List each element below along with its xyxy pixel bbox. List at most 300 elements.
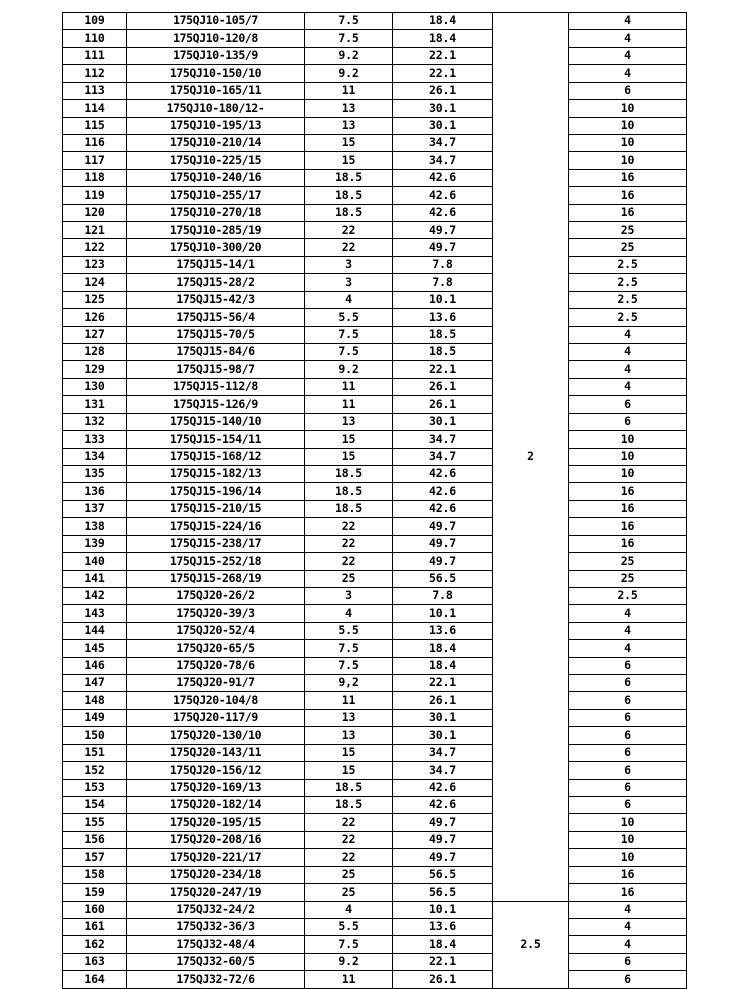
power-cell: 4 xyxy=(305,901,393,918)
row-number-cell: 144 xyxy=(63,622,127,639)
current-cell: 34.7 xyxy=(393,431,493,448)
row-number-cell: 142 xyxy=(63,587,127,604)
current-cell: 30.1 xyxy=(393,709,493,726)
current-cell: 18.4 xyxy=(393,936,493,953)
current-cell: 49.7 xyxy=(393,814,493,831)
row-number-cell: 143 xyxy=(63,605,127,622)
model-cell: 175QJ15-238/17 xyxy=(127,535,305,552)
row-number-cell: 164 xyxy=(63,971,127,988)
cable-size-cell: 16 xyxy=(569,483,687,500)
model-cell: 175QJ20-117/9 xyxy=(127,709,305,726)
current-cell: 18.4 xyxy=(393,657,493,674)
cable-size-cell: 6 xyxy=(569,413,687,430)
pump-spec-table xyxy=(62,12,687,989)
power-cell: 7.5 xyxy=(305,326,393,343)
model-cell: 175QJ20-78/6 xyxy=(127,657,305,674)
power-cell: 15 xyxy=(305,134,393,151)
cable-size-cell: 4 xyxy=(569,918,687,935)
current-cell: 26.1 xyxy=(393,971,493,988)
power-cell: 11 xyxy=(305,378,393,395)
cable-size-cell: 2.5 xyxy=(569,309,687,326)
row-number-cell: 156 xyxy=(63,831,127,848)
model-cell: 175QJ15-140/10 xyxy=(127,413,305,430)
power-cell: 18.5 xyxy=(305,465,393,482)
current-cell: 30.1 xyxy=(393,413,493,430)
power-cell: 22 xyxy=(305,831,393,848)
current-cell: 42.6 xyxy=(393,204,493,221)
cable-size-cell: 25 xyxy=(569,239,687,256)
model-cell: 175QJ15-182/13 xyxy=(127,465,305,482)
current-cell: 18.5 xyxy=(393,326,493,343)
cable-size-cell: 16 xyxy=(569,535,687,552)
power-cell: 22 xyxy=(305,553,393,570)
table-row xyxy=(63,117,687,134)
current-cell: 22.1 xyxy=(393,675,493,692)
power-cell: 7.5 xyxy=(305,344,393,361)
table-row xyxy=(63,309,687,326)
cable-size-cell: 4 xyxy=(569,326,687,343)
row-number-cell: 134 xyxy=(63,448,127,465)
row-number-cell: 130 xyxy=(63,378,127,395)
model-cell: 175QJ20-39/3 xyxy=(127,605,305,622)
current-cell: 49.7 xyxy=(393,239,493,256)
power-cell: 9.2 xyxy=(305,65,393,82)
power-cell: 13 xyxy=(305,117,393,134)
current-cell: 30.1 xyxy=(393,727,493,744)
power-cell: 18.5 xyxy=(305,796,393,813)
row-number-cell: 159 xyxy=(63,884,127,901)
table-row xyxy=(63,378,687,395)
power-cell: 22 xyxy=(305,814,393,831)
row-number-cell: 146 xyxy=(63,657,127,674)
power-cell: 25 xyxy=(305,570,393,587)
current-cell: 49.7 xyxy=(393,222,493,239)
row-number-cell: 112 xyxy=(63,65,127,82)
model-cell: 175QJ32-60/5 xyxy=(127,953,305,970)
cable-size-cell: 6 xyxy=(569,709,687,726)
model-cell: 175QJ15-14/1 xyxy=(127,256,305,273)
model-cell: 175QJ15-56/4 xyxy=(127,309,305,326)
table-row xyxy=(63,483,687,500)
table-row xyxy=(63,169,687,186)
cable-size-cell: 10 xyxy=(569,849,687,866)
row-number-cell: 149 xyxy=(63,709,127,726)
row-number-cell: 111 xyxy=(63,47,127,64)
table-row xyxy=(63,152,687,169)
cable-size-cell: 2.5 xyxy=(569,256,687,273)
cable-size-cell: 10 xyxy=(569,117,687,134)
power-cell: 11 xyxy=(305,82,393,99)
row-number-cell: 151 xyxy=(63,744,127,761)
power-cell: 15 xyxy=(305,431,393,448)
power-cell: 9.2 xyxy=(305,953,393,970)
row-number-cell: 138 xyxy=(63,518,127,535)
model-cell: 175QJ10-240/16 xyxy=(127,169,305,186)
power-cell: 18.5 xyxy=(305,169,393,186)
merged-group-cell: 2 xyxy=(493,13,569,902)
model-cell: 175QJ15-196/14 xyxy=(127,483,305,500)
current-cell: 56.5 xyxy=(393,884,493,901)
table-row xyxy=(63,361,687,378)
model-cell: 175QJ15-268/19 xyxy=(127,570,305,587)
current-cell: 56.5 xyxy=(393,866,493,883)
current-cell: 26.1 xyxy=(393,82,493,99)
current-cell: 49.7 xyxy=(393,849,493,866)
model-cell: 175QJ10-210/14 xyxy=(127,134,305,151)
row-number-cell: 150 xyxy=(63,727,127,744)
row-number-cell: 122 xyxy=(63,239,127,256)
current-cell: 42.6 xyxy=(393,483,493,500)
table-row xyxy=(63,204,687,221)
current-cell: 34.7 xyxy=(393,134,493,151)
row-number-cell: 114 xyxy=(63,100,127,117)
power-cell: 15 xyxy=(305,448,393,465)
row-number-cell: 115 xyxy=(63,117,127,134)
cable-size-cell: 4 xyxy=(569,361,687,378)
row-number-cell: 155 xyxy=(63,814,127,831)
cable-size-cell: 6 xyxy=(569,727,687,744)
row-number-cell: 160 xyxy=(63,901,127,918)
cable-size-cell: 16 xyxy=(569,187,687,204)
cable-size-cell: 10 xyxy=(569,100,687,117)
model-cell: 175QJ10-135/9 xyxy=(127,47,305,64)
cable-size-cell: 4 xyxy=(569,605,687,622)
model-cell: 175QJ20-247/19 xyxy=(127,884,305,901)
cable-size-cell: 6 xyxy=(569,396,687,413)
power-cell: 3 xyxy=(305,587,393,604)
current-cell: 7.8 xyxy=(393,274,493,291)
current-cell: 10.1 xyxy=(393,901,493,918)
row-number-cell: 121 xyxy=(63,222,127,239)
table-row xyxy=(63,640,687,657)
current-cell: 22.1 xyxy=(393,361,493,378)
power-cell: 4 xyxy=(305,605,393,622)
cable-size-cell: 10 xyxy=(569,814,687,831)
cable-size-cell: 6 xyxy=(569,657,687,674)
model-cell: 175QJ20-65/5 xyxy=(127,640,305,657)
cable-size-cell: 4 xyxy=(569,378,687,395)
row-number-cell: 153 xyxy=(63,779,127,796)
cable-size-cell: 16 xyxy=(569,500,687,517)
table-row xyxy=(63,762,687,779)
model-cell: 175QJ15-42/3 xyxy=(127,291,305,308)
row-number-cell: 128 xyxy=(63,344,127,361)
model-cell: 175QJ20-208/16 xyxy=(127,831,305,848)
model-cell: 175QJ15-98/7 xyxy=(127,361,305,378)
model-cell: 175QJ15-168/12 xyxy=(127,448,305,465)
table-row xyxy=(63,518,687,535)
row-number-cell: 152 xyxy=(63,762,127,779)
cable-size-cell: 25 xyxy=(569,570,687,587)
table-row xyxy=(63,779,687,796)
table-row xyxy=(63,431,687,448)
power-cell: 18.5 xyxy=(305,779,393,796)
table-row xyxy=(63,849,687,866)
current-cell: 42.6 xyxy=(393,169,493,186)
model-cell: 175QJ15-84/6 xyxy=(127,344,305,361)
row-number-cell: 141 xyxy=(63,570,127,587)
current-cell: 49.7 xyxy=(393,831,493,848)
cable-size-cell: 4 xyxy=(569,65,687,82)
model-cell: 175QJ20-52/4 xyxy=(127,622,305,639)
current-cell: 49.7 xyxy=(393,553,493,570)
model-cell: 175QJ10-180/12- xyxy=(127,100,305,117)
table-row xyxy=(63,291,687,308)
table-row xyxy=(63,30,687,47)
cable-size-cell: 4 xyxy=(569,30,687,47)
table-row xyxy=(63,100,687,117)
power-cell: 18.5 xyxy=(305,500,393,517)
model-cell: 175QJ15-252/18 xyxy=(127,553,305,570)
table-row xyxy=(63,796,687,813)
model-cell: 175QJ20-221/17 xyxy=(127,849,305,866)
row-number-cell: 125 xyxy=(63,291,127,308)
table-row xyxy=(63,326,687,343)
cable-size-cell: 6 xyxy=(569,762,687,779)
table-row xyxy=(63,884,687,901)
current-cell: 56.5 xyxy=(393,570,493,587)
model-cell: 175QJ20-182/14 xyxy=(127,796,305,813)
power-cell: 22 xyxy=(305,222,393,239)
row-number-cell: 120 xyxy=(63,204,127,221)
model-cell: 175QJ20-104/8 xyxy=(127,692,305,709)
model-cell: 175QJ15-28/2 xyxy=(127,274,305,291)
model-cell: 175QJ10-120/8 xyxy=(127,30,305,47)
row-number-cell: 139 xyxy=(63,535,127,552)
table-row xyxy=(63,274,687,291)
row-number-cell: 154 xyxy=(63,796,127,813)
cable-size-cell: 2.5 xyxy=(569,291,687,308)
cable-size-cell: 4 xyxy=(569,622,687,639)
table-row xyxy=(63,187,687,204)
row-number-cell: 147 xyxy=(63,675,127,692)
table-row xyxy=(63,657,687,674)
cable-size-cell: 4 xyxy=(569,13,687,30)
table-row xyxy=(63,918,687,935)
power-cell: 7.5 xyxy=(305,13,393,30)
model-cell: 175QJ20-169/13 xyxy=(127,779,305,796)
current-cell: 49.7 xyxy=(393,535,493,552)
model-cell: 175QJ20-143/11 xyxy=(127,744,305,761)
current-cell: 42.6 xyxy=(393,187,493,204)
current-cell: 26.1 xyxy=(393,396,493,413)
current-cell: 42.6 xyxy=(393,500,493,517)
table-row xyxy=(63,47,687,64)
model-cell: 175QJ10-255/17 xyxy=(127,187,305,204)
table-row xyxy=(63,866,687,883)
current-cell: 30.1 xyxy=(393,100,493,117)
cable-size-cell: 6 xyxy=(569,953,687,970)
cable-size-cell: 10 xyxy=(569,152,687,169)
power-cell: 15 xyxy=(305,762,393,779)
power-cell: 7.5 xyxy=(305,640,393,657)
power-cell: 22 xyxy=(305,518,393,535)
current-cell: 49.7 xyxy=(393,518,493,535)
power-cell: 18.5 xyxy=(305,187,393,204)
row-number-cell: 127 xyxy=(63,326,127,343)
row-number-cell: 126 xyxy=(63,309,127,326)
cable-size-cell: 16 xyxy=(569,518,687,535)
row-number-cell: 137 xyxy=(63,500,127,517)
table-row xyxy=(63,396,687,413)
power-cell: 13 xyxy=(305,413,393,430)
power-cell: 3 xyxy=(305,256,393,273)
power-cell: 22 xyxy=(305,535,393,552)
table-row xyxy=(63,134,687,151)
table-row xyxy=(63,744,687,761)
power-cell: 13 xyxy=(305,709,393,726)
model-cell: 175QJ32-72/6 xyxy=(127,971,305,988)
row-number-cell: 148 xyxy=(63,692,127,709)
row-number-cell: 132 xyxy=(63,413,127,430)
model-cell: 175QJ10-195/13 xyxy=(127,117,305,134)
current-cell: 30.1 xyxy=(393,117,493,134)
table-row xyxy=(63,82,687,99)
table-row xyxy=(63,692,687,709)
row-number-cell: 157 xyxy=(63,849,127,866)
table-row xyxy=(63,344,687,361)
cable-size-cell: 10 xyxy=(569,431,687,448)
current-cell: 34.7 xyxy=(393,744,493,761)
cable-size-cell: 2.5 xyxy=(569,587,687,604)
row-number-cell: 145 xyxy=(63,640,127,657)
power-cell: 25 xyxy=(305,866,393,883)
cable-size-cell: 4 xyxy=(569,936,687,953)
table-row xyxy=(63,622,687,639)
table-row xyxy=(63,675,687,692)
pump-spec-table-body xyxy=(63,13,687,989)
row-number-cell: 133 xyxy=(63,431,127,448)
power-cell: 18.5 xyxy=(305,483,393,500)
current-cell: 10.1 xyxy=(393,291,493,308)
cable-size-cell: 4 xyxy=(569,640,687,657)
row-number-cell: 117 xyxy=(63,152,127,169)
power-cell: 9,2 xyxy=(305,675,393,692)
cable-size-cell: 6 xyxy=(569,675,687,692)
model-cell: 175QJ15-126/9 xyxy=(127,396,305,413)
table-row xyxy=(63,971,687,988)
cable-size-cell: 6 xyxy=(569,779,687,796)
current-cell: 7.8 xyxy=(393,256,493,273)
model-cell: 175QJ10-225/15 xyxy=(127,152,305,169)
cable-size-cell: 16 xyxy=(569,204,687,221)
current-cell: 13.6 xyxy=(393,918,493,935)
row-number-cell: 129 xyxy=(63,361,127,378)
current-cell: 34.7 xyxy=(393,448,493,465)
current-cell: 13.6 xyxy=(393,622,493,639)
table-row xyxy=(63,709,687,726)
cable-size-cell: 6 xyxy=(569,796,687,813)
cable-size-cell: 6 xyxy=(569,692,687,709)
table-row xyxy=(63,605,687,622)
power-cell: 7.5 xyxy=(305,30,393,47)
table-row xyxy=(63,936,687,953)
model-cell: 175QJ15-154/11 xyxy=(127,431,305,448)
power-cell: 7.5 xyxy=(305,657,393,674)
power-cell: 22 xyxy=(305,849,393,866)
cable-size-cell: 10 xyxy=(569,465,687,482)
table-row xyxy=(63,256,687,273)
table-row xyxy=(63,587,687,604)
row-number-cell: 124 xyxy=(63,274,127,291)
cable-size-cell: 25 xyxy=(569,222,687,239)
row-number-cell: 110 xyxy=(63,30,127,47)
table-row xyxy=(63,448,687,465)
current-cell: 7.8 xyxy=(393,587,493,604)
power-cell: 5.5 xyxy=(305,622,393,639)
row-number-cell: 161 xyxy=(63,918,127,935)
table-row xyxy=(63,222,687,239)
power-cell: 5.5 xyxy=(305,309,393,326)
cable-size-cell: 4 xyxy=(569,47,687,64)
table-row xyxy=(63,727,687,744)
current-cell: 26.1 xyxy=(393,692,493,709)
model-cell: 175QJ15-210/15 xyxy=(127,500,305,517)
table-row xyxy=(63,65,687,82)
model-cell: 175QJ10-270/18 xyxy=(127,204,305,221)
power-cell: 15 xyxy=(305,744,393,761)
row-number-cell: 109 xyxy=(63,13,127,30)
current-cell: 18.4 xyxy=(393,640,493,657)
row-number-cell: 118 xyxy=(63,169,127,186)
model-cell: 175QJ20-234/18 xyxy=(127,866,305,883)
power-cell: 9.2 xyxy=(305,47,393,64)
table-row xyxy=(63,901,687,918)
cable-size-cell: 10 xyxy=(569,831,687,848)
cable-size-cell: 2.5 xyxy=(569,274,687,291)
table-row xyxy=(63,953,687,970)
current-cell: 22.1 xyxy=(393,953,493,970)
table-row xyxy=(63,500,687,517)
power-cell: 11 xyxy=(305,692,393,709)
row-number-cell: 136 xyxy=(63,483,127,500)
current-cell: 18.4 xyxy=(393,30,493,47)
row-number-cell: 158 xyxy=(63,866,127,883)
model-cell: 175QJ10-165/11 xyxy=(127,82,305,99)
power-cell: 11 xyxy=(305,971,393,988)
model-cell: 175QJ20-156/12 xyxy=(127,762,305,779)
row-number-cell: 116 xyxy=(63,134,127,151)
table-row xyxy=(63,831,687,848)
cable-size-cell: 10 xyxy=(569,134,687,151)
cable-size-cell: 16 xyxy=(569,884,687,901)
current-cell: 10.1 xyxy=(393,605,493,622)
power-cell: 7.5 xyxy=(305,936,393,953)
row-number-cell: 123 xyxy=(63,256,127,273)
power-cell: 9.2 xyxy=(305,361,393,378)
power-cell: 3 xyxy=(305,274,393,291)
model-cell: 175QJ20-91/7 xyxy=(127,675,305,692)
table-row xyxy=(63,814,687,831)
table-row xyxy=(63,465,687,482)
model-cell: 175QJ32-36/3 xyxy=(127,918,305,935)
model-cell: 175QJ10-285/19 xyxy=(127,222,305,239)
model-cell: 175QJ32-24/2 xyxy=(127,901,305,918)
cable-size-cell: 6 xyxy=(569,82,687,99)
row-number-cell: 119 xyxy=(63,187,127,204)
cable-size-cell: 16 xyxy=(569,169,687,186)
current-cell: 22.1 xyxy=(393,65,493,82)
current-cell: 42.6 xyxy=(393,465,493,482)
model-cell: 175QJ10-300/20 xyxy=(127,239,305,256)
power-cell: 11 xyxy=(305,396,393,413)
model-cell: 175QJ15-70/5 xyxy=(127,326,305,343)
table-row xyxy=(63,13,687,30)
power-cell: 13 xyxy=(305,727,393,744)
cable-size-cell: 6 xyxy=(569,744,687,761)
row-number-cell: 131 xyxy=(63,396,127,413)
current-cell: 42.6 xyxy=(393,779,493,796)
